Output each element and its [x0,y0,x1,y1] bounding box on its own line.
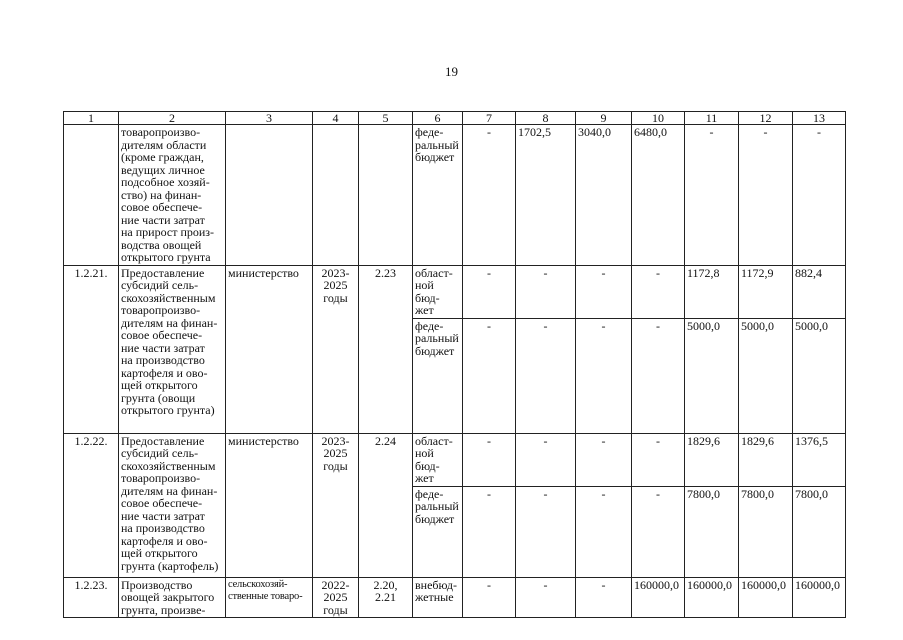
table-row-continued [64,125,846,266]
value-cell: - [463,125,516,266]
funding-source: област- ной бюд- жет [413,265,463,318]
value-cell: - [516,318,576,433]
value-cell: - [463,486,516,577]
value-cell: 882,4 [793,265,846,318]
col-header: 5 [359,112,413,125]
value-cell: - [632,433,685,486]
funding-source: феде- ральный бюджет [413,125,463,266]
executor: министерство [226,265,313,433]
col-header: 7 [463,112,516,125]
page-number: 19 [445,64,458,79]
value-cell: - [516,486,576,577]
indicator-link [359,125,413,266]
value-cell: - [516,577,576,618]
value-cell: - [576,577,632,618]
years: 2023- 2025 годы [313,265,359,433]
measure-description: товаропроизво- дителям области (кроме граждан, ведущих личное подсобное хозяй- ство) на финан- совое обеспече- ние части затрат на прирост произ- водства овощей открытого грунта [119,125,226,266]
col-header: 6 [413,112,463,125]
row-number: 1.2.22. [64,433,119,577]
col-header: 4 [313,112,359,125]
value-cell: - [463,577,516,618]
value-cell: - [463,433,516,486]
measure-description: Производство овощей закрытого грунта, произве- [119,577,226,618]
header-row [64,112,846,125]
col-header: 8 [516,112,576,125]
value-cell: - [516,265,576,318]
years: 2022- 2025 годы [313,577,359,618]
value-cell: 7800,0 [793,486,846,577]
row-number: 1.2.21. [64,265,119,433]
indicator-link: 2.20, 2.21 [359,577,413,618]
value-cell: - [516,433,576,486]
value-cell: - [632,265,685,318]
value-cell: 6480,0 [632,125,685,266]
value-cell: 160000,0 [739,577,793,618]
value-cell: 160000,0 [685,577,739,618]
program-table [63,111,846,618]
table-row-1-2-22 [64,433,846,486]
col-header: 1 [64,112,119,125]
indicator-link: 2.24 [359,433,413,577]
indicator-link: 2.23 [359,265,413,433]
value-cell: 160000,0 [793,577,846,618]
value-cell: 7800,0 [685,486,739,577]
value-cell: 1829,6 [685,433,739,486]
table-row-1-2-21 [64,265,846,318]
table-row-1-2-23 [64,577,846,618]
value-cell: 5000,0 [685,318,739,433]
value-cell: 1376,5 [793,433,846,486]
value-cell: - [463,265,516,318]
value-cell: - [576,318,632,433]
value-cell: - [576,433,632,486]
col-header: 11 [685,112,739,125]
funding-source: феде- ральный бюджет [413,318,463,433]
col-header: 13 [793,112,846,125]
value-cell: 7800,0 [739,486,793,577]
value-cell: - [576,265,632,318]
value-cell: 5000,0 [739,318,793,433]
col-header: 2 [119,112,226,125]
measure-description: Предоставление субсидий сель- скохозяйственным товаропроизво- дителям на финан- совое обеспече- ние части затрат на производство картофеля и ово- щей открытого грунта (картофель) [119,433,226,577]
value-cell: - [739,125,793,266]
value-cell: - [632,318,685,433]
row-number: 1.2.23. [64,577,119,618]
executor: министерство [226,433,313,577]
col-header: 12 [739,112,793,125]
value-cell: - [632,486,685,577]
value-cell: 1172,8 [685,265,739,318]
value-cell: 3040,0 [576,125,632,266]
funding-source: внебюд- жетные [413,577,463,618]
col-header: 9 [576,112,632,125]
value-cell: 1829,6 [739,433,793,486]
value-cell: 160000,0 [632,577,685,618]
executor [226,125,313,266]
years [313,125,359,266]
value-cell: 1702,5 [516,125,576,266]
value-cell: - [463,318,516,433]
years: 2023- 2025 годы [313,433,359,577]
executor: сельскохозяй- ственные товаро- [226,577,313,618]
value-cell: 1172,9 [739,265,793,318]
funding-source: област- ной бюд- жет [413,433,463,486]
value-cell: - [576,486,632,577]
value-cell: - [793,125,846,266]
row-number [64,125,119,266]
col-header: 3 [226,112,313,125]
value-cell: 5000,0 [793,318,846,433]
measure-description: Предоставление субсидий сель- скохозяйственным товаропроизво- дителям на финан- совое обеспече- ние части затрат на производство картофеля и ово- щей открытого грунта (овощи открытого грунта) [119,265,226,433]
funding-source: феде- ральный бюджет [413,486,463,577]
value-cell: - [685,125,739,266]
col-header: 10 [632,112,685,125]
